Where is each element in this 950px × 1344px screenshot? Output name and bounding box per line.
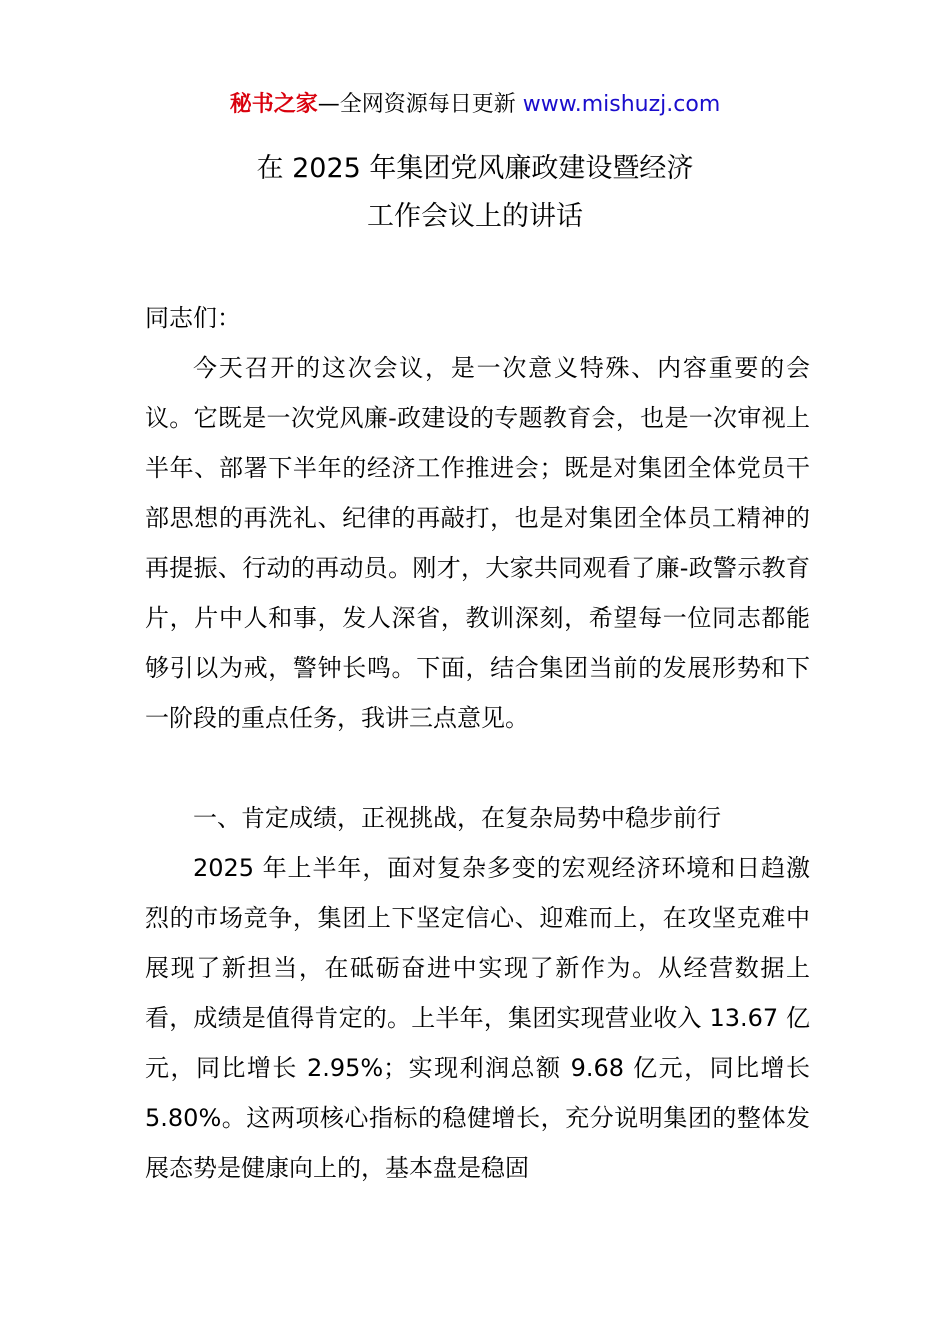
section-heading-1: 一、肯定成绩，正视挑战，在复杂局势中稳步前行 (193, 804, 721, 832)
site-url-link[interactable]: www.mishuzj.com (522, 92, 721, 117)
document-title-line-2: 工作会议上的讲话 (367, 201, 583, 232)
paragraph-performance: 2025 年上半年，面对复杂多变的宏观经济环境和日趋激烈的市场竞争，集团上下坚定信心、迎难而上，在攻坚克难中展现了新担当，在砥砺奋进中实现了新作为。从经营数据上看，成绩是值得肯定的。上半年，集团实现营业收入 13.67 亿元，同比增长 2.95%；实现利润总额 9.68 亿元，同比增长 5.80%。这两项核心指标的稳健增长，充分说明集团的整体发展态势是健康向上的，基本盘是稳固 (145, 854, 810, 1182)
document-title-line-1: 在 2025 年集团党风廉政建设暨经济 (256, 153, 694, 184)
site-brand[interactable]: 秘书之家 (229, 92, 318, 117)
site-slogan: —全网资源每日更新 (317, 92, 523, 117)
paragraph-intro: 今天召开的这次会议，是一次意义特殊、内容重要的会议。它既是一次党风廉-政建设的专题教育会，也是一次审视上半年、部署下半年的经济工作推进会；既是对集团全体党员干部思想的再洗礼、纪律的再敲打，也是对集团全体员工精神的再提振、行动的再动员。刚才，大家共同观看了廉-政警示教育片，片中人和事，发人深省，教训深刻，希望每一位同志都能够引以为戒，警钟长鸣。下面，结合集团当前的发展形势和下一阶段的重点任务，我讲三点意见。 (145, 354, 810, 732)
site-header (0, 88, 950, 122)
salutation: 同志们： (145, 304, 241, 332)
